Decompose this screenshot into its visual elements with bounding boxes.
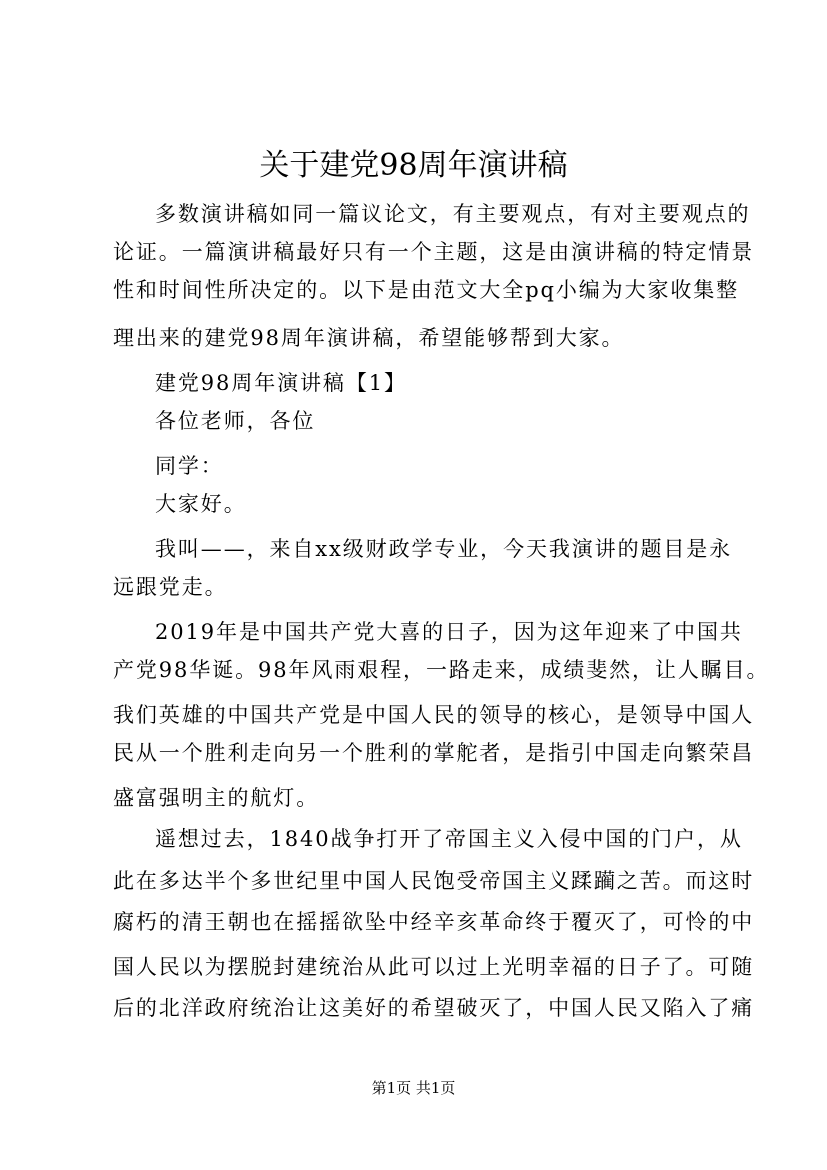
greeting-line: 大家好。 [155,492,247,516]
paragraph-line: 国人民以为摆脱封建统治从此可以过上光明幸福的日子了。可随 [113,955,755,979]
paragraph-line: 理出来的建党98周年演讲稿，希望能够帮到大家。 [113,326,625,350]
salutation-line: 同学： [155,454,224,478]
paragraph-line: 遥想过去，1840战争打开了帝国主义入侵中国的门户，从 [155,827,743,851]
paragraph-line: 多数演讲稿如同一篇议论文，有主要观点，有对主要观点的 [155,202,751,226]
paragraph-line: 性和时间性所决定的。以下是由范文大全pq小编为大家收集整 [113,278,740,302]
paragraph-line: 2019年是中国共产党大喜的日子，因为这年迎来了中国共 [155,620,743,644]
paragraph-line: 我叫——，来自xx级财政学专业，今天我演讲的题目是永 [155,537,733,561]
paragraph-line: 后的北洋政府统治让这美好的希望破灭了，中国人民又陷入了痛 [113,996,755,1020]
paragraph-line: 腐朽的清王朝也在摇摇欲坠中经辛亥革命终于覆灭了，可怜的中 [113,910,755,934]
paragraph-line: 民从一个胜利走向另一个胜利的掌舵者，是指引中国走向繁荣昌 [113,741,755,765]
paragraph-line: 论证。一篇演讲稿最好只有一个主题，这是由演讲稿的特定情景 [113,240,755,264]
paragraph-line: 我们英雄的中国共产党是中国人民的领导的核心，是领导中国人 [113,703,755,727]
salutation-line: 各位老师，各位 [155,409,316,433]
paragraph-line: 此在多达半个多世纪里中国人民饱受帝国主义蹂躏之苦。而这时 [113,869,755,893]
document-title: 关于建党98周年演讲稿 [259,148,568,183]
page-footer: 第1页 共1页 [371,1079,456,1097]
paragraph-line: 产党98华诞。98年风雨艰程，一路走来，成绩斐然，让人瞩目。 [113,658,770,682]
section-heading: 建党98周年演讲稿【1】 [155,371,407,395]
paragraph-line: 远跟党走。 [113,575,228,599]
paragraph-line: 盛富强明主的航灯。 [113,786,320,810]
